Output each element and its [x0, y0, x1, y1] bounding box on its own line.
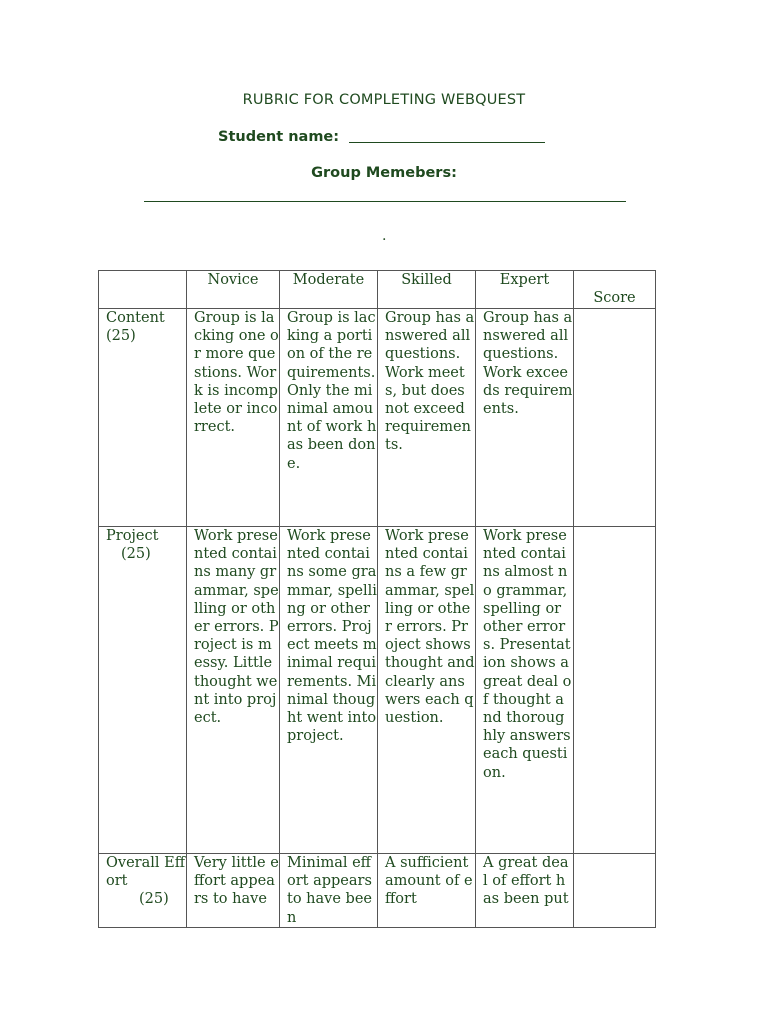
- effort-moderate-cell: Minimal effort appears to have been: [280, 854, 378, 928]
- student-name-line: [218, 128, 545, 145]
- project-moderate-cell: Work presented contains some grammar, spelling or other errors. Project meets minimal requirements. Minimal thought went into project.: [280, 527, 378, 854]
- group-members-label: Group Memebers:: [311, 165, 457, 181]
- rubric-header-score: Score: [574, 271, 656, 309]
- rubric-row-content: [99, 309, 656, 527]
- criterion-points: (25): [106, 328, 136, 345]
- effort-score-cell[interactable]: [574, 854, 656, 928]
- effort-expert-cell: A great deal of effort has been put: [476, 854, 574, 928]
- group-members-blank[interactable]: [144, 201, 626, 202]
- rubric-row-effort: [99, 854, 656, 928]
- rubric-header-row: [99, 271, 656, 309]
- rubric-header-blank: [99, 271, 187, 309]
- rubric-header-novice: Novice: [187, 271, 280, 309]
- document-title: RUBRIC FOR COMPLETING WEBQUEST: [242, 92, 526, 108]
- stray-mark: .: [382, 228, 387, 244]
- project-score-cell[interactable]: [574, 527, 656, 854]
- content-score-cell[interactable]: [574, 309, 656, 527]
- effort-skilled-cell: A sufficient amount of effort: [378, 854, 476, 928]
- rubric-header-skilled: Skilled: [378, 271, 476, 309]
- project-expert-cell: Work presented contains almost no grammar, spelling or other errors. Presentation shows a great deal of thought and thoroughly answers each question.: [476, 527, 574, 854]
- row-label-content: [99, 309, 187, 527]
- student-name-blank[interactable]: [349, 128, 545, 143]
- rubric-table: [98, 270, 656, 928]
- content-skilled-cell: Group has answered all questions. Work meets, but does not exceed requirements.: [378, 309, 476, 527]
- row-label-project: [99, 527, 187, 854]
- rubric-row-project: [99, 527, 656, 854]
- project-skilled-cell: Work presented contains a few grammar, spelling or other errors. Project shows thought and clearly answers each question.: [378, 527, 476, 854]
- rubric-header-moderate: Moderate: [280, 271, 378, 309]
- student-name-label: Student name:: [218, 129, 340, 145]
- effort-novice-cell: Very little effort appears to have: [187, 854, 280, 928]
- content-expert-cell: Group has answered all questions. Work exceeds requirements.: [476, 309, 574, 527]
- criterion-name: Project: [106, 528, 159, 544]
- content-moderate-cell: Group is lacking a portion of the requirements. Only the minimal amount of work has been done.: [280, 309, 378, 527]
- rubric-header-expert: Expert: [476, 271, 574, 309]
- criterion-name: Content: [106, 310, 165, 326]
- criterion-name: Overall Effort: [106, 855, 186, 890]
- criterion-points: (25): [139, 891, 169, 908]
- content-novice-cell: Group is lacking one or more questions. Work is incomplete or incorrect.: [187, 309, 280, 527]
- row-label-effort: [99, 854, 187, 928]
- criterion-points: (25): [121, 546, 151, 563]
- project-novice-cell: Work presented contains many grammar, spelling or other errors. Project is messy. Little thought went into project.: [187, 527, 280, 854]
